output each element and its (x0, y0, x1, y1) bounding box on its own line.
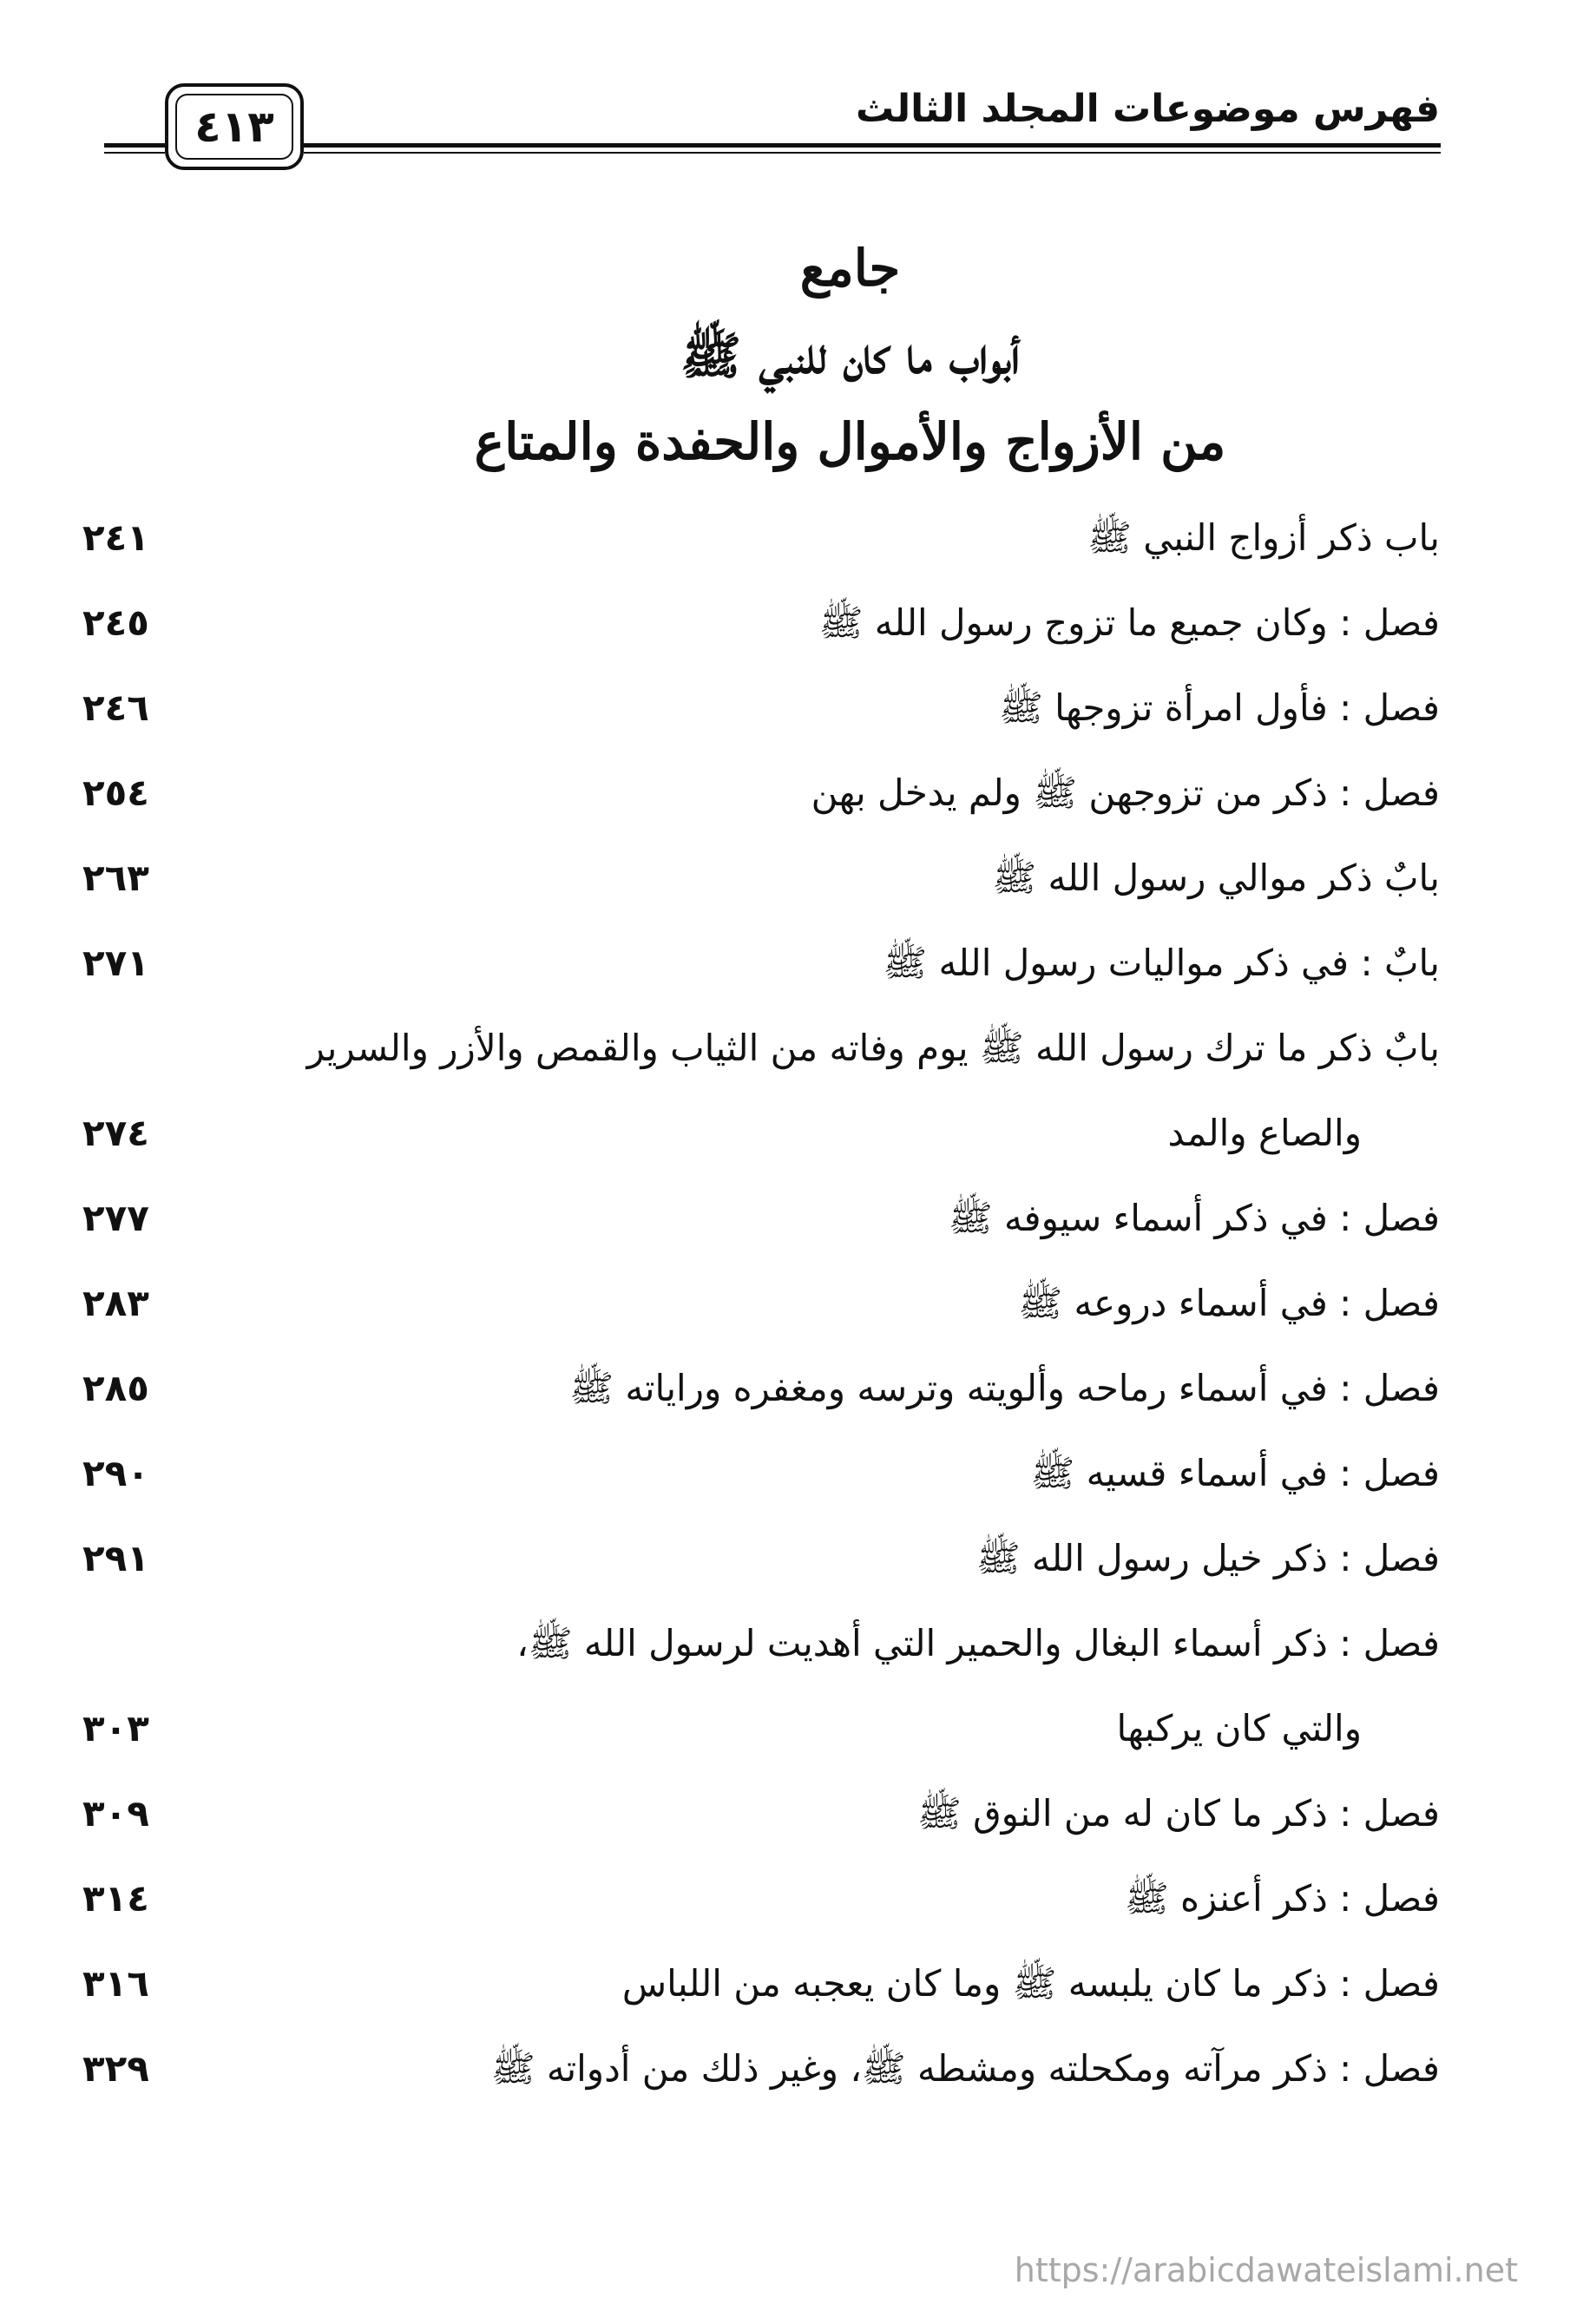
toc-entry-title: بابٌ ذكر موالي رسول الله ﷺ (992, 857, 1440, 899)
toc-entry-title: فصل : ذكر أسماء البغال والحمير التي أهديت لرسول الله ﷺ، (516, 1622, 1440, 1664)
toc-entry-title: فصل : ذكر أعنزه ﷺ (1124, 1877, 1440, 1920)
toc-entry-title: بابٌ : في ذكر مواليات رسول الله ﷺ (883, 942, 1440, 984)
toc-row (0, 1354, 1570, 1423)
header-rule-left-thin (104, 152, 165, 154)
toc-entry-title: بابٌ ذكر ما ترك رسول الله ﷺ يوم وفاته من الثياب والقمص والأزر والسرير (306, 1027, 1440, 1069)
toc-row (0, 673, 1570, 743)
toc-entry-page: ٢٨٣ (82, 1282, 149, 1324)
toc-row (0, 1524, 1570, 1593)
toc-row (0, 588, 1570, 658)
header-rule-left (104, 143, 165, 148)
toc-row (0, 1269, 1570, 1338)
toc-row (0, 929, 1570, 998)
toc-entry-title: فصل : في أسماء قسيه ﷺ (1030, 1452, 1440, 1494)
toc-entry-page: ٣٢٩ (82, 2047, 149, 2090)
toc-entry-title: فصل : ذكر ما كان يلبسه ﷺ وما كان يعجبه من اللباس (621, 1962, 1440, 2005)
toc-entry-page: ٢٩١ (82, 1537, 149, 1579)
toc-entry-title: باب ذكر أزواج النبي ﷺ (1087, 516, 1440, 559)
toc-entry-page: ٣٠٩ (82, 1792, 149, 1835)
toc-entry-title: فصل : في أسماء رماحه وألويته وترسه ومغفره وراياته ﷺ (569, 1367, 1440, 1409)
section-heading-line-3: من الأزواج والأموال والحفدة والمتاع (474, 412, 1226, 471)
toc-entry-title: فصل : في أسماء دروعه ﷺ (1018, 1282, 1440, 1324)
toc-entry-page: ٢٩٠ (82, 1452, 149, 1494)
header-rule-right (304, 143, 1441, 148)
toc-row (0, 1949, 1570, 2019)
toc-row (0, 1694, 1570, 1763)
toc-entry-title: فصل : ذكر من تزوجهن ﷺ ولم يدخل بهن (811, 771, 1440, 814)
toc-entry-title: والتي كان يركبها (1116, 1707, 1362, 1750)
toc-entry-title: فصل : في ذكر أسماء سيوفه ﷺ (948, 1197, 1440, 1239)
toc-entry-page: ٢٧١ (82, 942, 149, 984)
toc-entry-page: ٢٧٤ (82, 1112, 149, 1154)
toc-row (0, 2034, 1570, 2104)
toc-row (0, 1609, 1570, 1678)
toc-entry-page: ٣١٤ (82, 1877, 149, 1920)
toc-row (0, 1014, 1570, 1083)
page-number: ٤١٣ (175, 94, 293, 160)
toc-entry-page: ٢٥٤ (82, 771, 149, 814)
section-heading-line-1: جامع (799, 239, 901, 298)
header-rule-right-thin (304, 152, 1441, 154)
toc-row (0, 1184, 1570, 1253)
toc-row (0, 1439, 1570, 1508)
toc-entry-page: ٣٠٣ (82, 1707, 149, 1750)
section-heading-line-2: أبواب ما كان للنبي ﷺ (680, 326, 1020, 385)
toc-row (0, 844, 1570, 913)
toc-entry-page: ٢٤٥ (82, 601, 149, 644)
toc-row (0, 503, 1570, 573)
toc-row (0, 1864, 1570, 1933)
toc-entry-title: فصل : ذكر ما كان له من النوق ﷺ (916, 1792, 1440, 1835)
toc-entry-title: فصل : ذكر مرآته ومكحلته ومشطه ﷺ، وغير ذلك من أدواته ﷺ (490, 2047, 1440, 2090)
toc-entry-page: ٢٤١ (82, 516, 149, 559)
toc-entry-page: ٢٤٦ (82, 686, 149, 729)
toc-entry-title: فصل : فأول امرأة تزوجها ﷺ (999, 686, 1440, 729)
toc-entry-page: ٢٦٣ (82, 857, 149, 899)
running-header-title: فهرس موضوعات المجلد الثالث (856, 87, 1440, 131)
toc-row (0, 1099, 1570, 1168)
watermark-url: https://arabicdawateislami.net (1014, 2251, 1518, 2289)
page-number-frame (165, 83, 304, 170)
toc-entry-page: ٢٨٥ (82, 1367, 149, 1409)
toc-row (0, 758, 1570, 828)
toc-row (0, 1779, 1570, 1848)
toc-entry-page: ٢٧٧ (82, 1197, 149, 1239)
toc-entry-title: فصل : وكان جميع ما تزوج رسول الله ﷺ (818, 601, 1440, 644)
toc-entry-title: والصاع والمد (1167, 1112, 1362, 1154)
toc-entry-page: ٣١٦ (82, 1962, 149, 2005)
toc-entry-title: فصل : ذكر خيل رسول الله ﷺ (976, 1537, 1440, 1579)
